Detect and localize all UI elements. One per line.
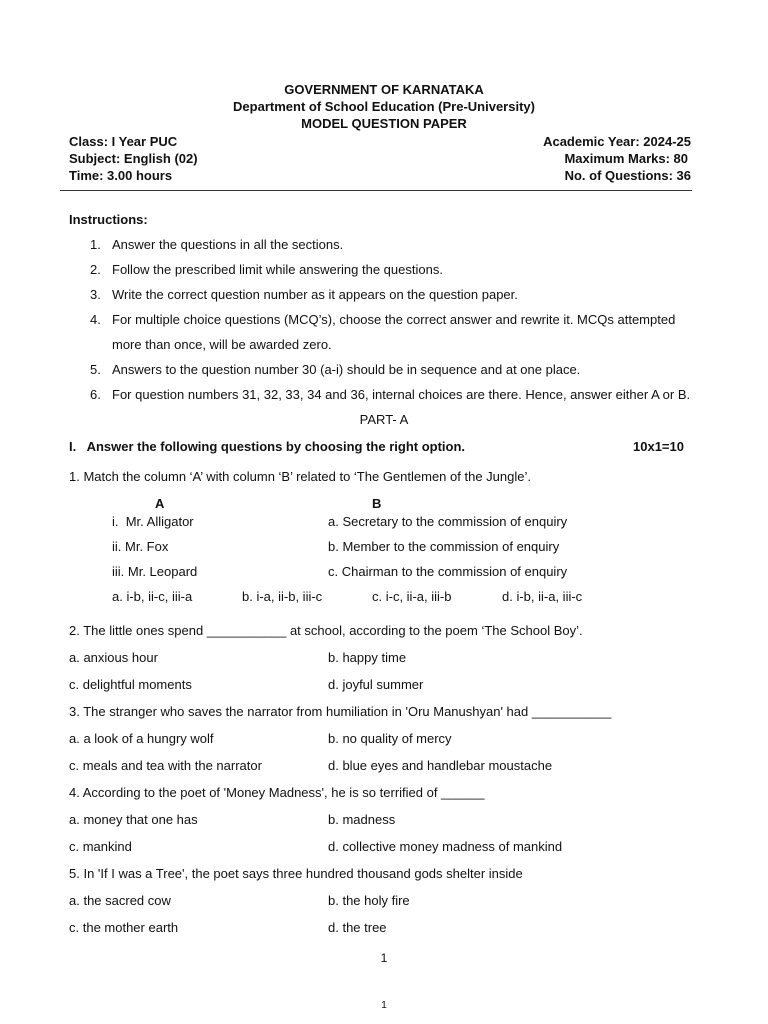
q4-option: a. money that one has (69, 812, 198, 827)
q5-option: d. the tree (328, 920, 387, 935)
q1-col-b-item: b. Member to the commission of enquiry (328, 539, 560, 554)
header-government: GOVERNMENT OF KARNATAKA (284, 82, 484, 97)
q1-col-a-item: ii. Mr. Fox (112, 539, 169, 554)
q1-col-b-item: c. Chairman to the commission of enquiry (328, 564, 568, 579)
q3-stem: 3. The stranger who saves the narrator from humiliation in 'Oru Manushyan' had ___________ (69, 704, 612, 719)
q4-stem: 4. According to the poet of 'Money Madness', he is so terrified of ______ (69, 785, 485, 800)
meta-max-marks: Maximum Marks: 80 (564, 151, 688, 166)
q2-option: c. delightful moments (69, 677, 192, 692)
q5-option: c. the mother earth (69, 920, 179, 935)
q3-option: c. meals and tea with the narrator (69, 758, 262, 773)
q3-option: a. a look of a hungry wolf (69, 731, 214, 746)
q1-stem: 1. Match the column ‘A’ with column ‘B’ related to ‘The Gentlemen of the Jungle’. (69, 469, 531, 484)
q4-option: b. madness (328, 812, 396, 827)
page-number: 1 (380, 951, 388, 965)
q2-option: b. happy time (328, 650, 407, 665)
q3-option: d. blue eyes and handlebar moustache (328, 758, 553, 773)
q2-option: d. joyful summer (328, 677, 424, 692)
section-marks: 10x1=10 (633, 439, 684, 454)
q1-option: d. i-b, ii-a, iii-c (502, 589, 583, 604)
bottom-page-mark: 1 (381, 1000, 387, 1011)
question-paper-page: GOVERNMENT OF KARNATAKA Department of School Education (Pre-University) MODEL QUESTION PAPER Class: I Year PUC Subject: English (02) Time: 3.00 hours Academic Year: 2024-25 Maximum Marks: 80 No. of Questions: 36 Instructions: 1. Answer the questions in all the sections. 2. Follow the prescribed limit while answering the questions. 3. Write the correct question number as it appears on the question paper. 4. For multiple choice questions (MCQ’s), choose the correct answer and rewrite it. MCQs attempted more than once, will be awarded zero. 5. Answers to the question number 30 (a-i) should be in sequence and at one place. 6. For question numbers 31, 32, 33, 34 and 36, internal choices are there. Hence, answer either A or B. PART- A I. Answer the following questions by choosing the right option. 10x1=10 1. Match the column ‘A’ with column ‘B’ related to ‘The Gentlemen of the Jungle’. A B i. Mr. Alligator ii. Mr. Fox iii. Mr. Leopard a. Secretary to the commission of enquiry b. Member to the commission of enquiry c. Chairman to the commission of enquiry a. i-b, ii-c, iii-a b. i-a, ii-b, iii-c c. i-c, ii-a, iii-b d. i-b, ii-a, iii-c 2. The little ones spend ___________ at school, according to the poem ‘The School Boy’. a. anxious hour b. happy time c. delightful moments d. joyful summer 3. The stranger who saves the narrator from humiliation in 'Oru Manushyan' had ___________ a. a look of a hungry wolf b. no quality of mercy c. meals and tea with the narrator d. blue eyes and handlebar moustache 4. According to the poet of 'Money Madness', he is so terrified of ______ a. money that one has b. madness c. mankind d. collective money madness of mankind 5. In 'If I was a Tree', the poet says three hundred thousand gods shelter inside a. the sacred cow b. the holy fire c. the mother earth d. the tree 1 1 (0, 0, 768, 1024)
section-label: I. Answer the following questions by choosing the right option. (69, 439, 466, 454)
q3-option: b. no quality of mercy (328, 731, 452, 746)
q1-col-a-item: iii. Mr. Leopard (112, 564, 198, 579)
q2-blank: ___________ (206, 623, 287, 638)
meta-subject: Subject: English (02) (69, 151, 198, 166)
meta-academic-year: Academic Year: 2024-25 (543, 134, 691, 149)
q2-stem-pre: 2. The little ones spend (69, 623, 207, 638)
header-divider (60, 190, 692, 191)
q4-option: c. mankind (69, 839, 132, 854)
q2-stem (69, 623, 583, 638)
instructions-title: Instructions: (69, 212, 148, 227)
q1-option: c. i-c, ii-a, iii-b (372, 589, 452, 604)
q1-col-b-head: B (372, 496, 382, 511)
part-a-title: PART- A (359, 412, 409, 427)
meta-time: Time: 3.00 hours (69, 168, 173, 183)
q2-stem-post: at school, according to the poem ‘The School Boy’. (286, 623, 583, 638)
q5-stem: 5. In 'If I was a Tree', the poet says three hundred thousand gods shelter inside (69, 866, 523, 881)
q5-option: a. the sacred cow (69, 893, 171, 908)
q5-option: b. the holy fire (328, 893, 410, 908)
q1-col-a-head: A (155, 496, 165, 511)
q1-col-a-item: i. Mr. Alligator (112, 514, 194, 529)
q4-option: d. collective money madness of mankind (328, 839, 563, 854)
meta-no-questions: No. of Questions: 36 (564, 168, 691, 183)
q1-option: a. i-b, ii-c, iii-a (112, 589, 193, 604)
header-paper-type: MODEL QUESTION PAPER (301, 116, 467, 131)
header-department: Department of School Education (Pre-University) (233, 99, 535, 114)
meta-class: Class: I Year PUC (69, 134, 178, 149)
q1-col-b-item: a. Secretary to the commission of enquiry (328, 514, 568, 529)
q1-option: b. i-a, ii-b, iii-c (242, 589, 323, 604)
q2-option: a. anxious hour (69, 650, 158, 665)
